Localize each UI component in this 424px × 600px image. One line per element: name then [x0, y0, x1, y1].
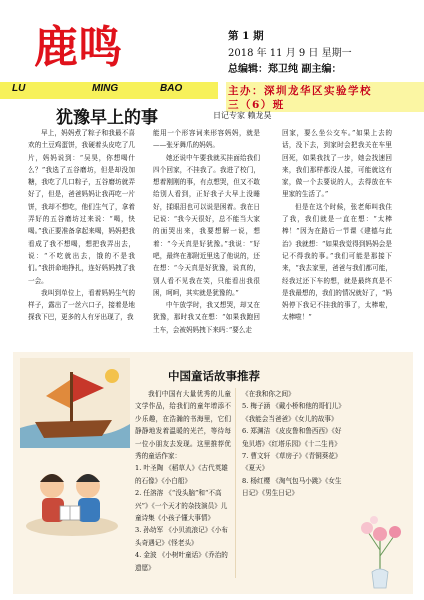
paragraph: 能用一个形容词来形容妈妈，就是——张牙舞爪的妈妈。	[153, 129, 260, 150]
article-byline: 日记专家 赖龙昊	[213, 111, 272, 120]
article-title: 犹豫早上的事	[56, 108, 158, 128]
author-item: 《在我和你之间》	[242, 390, 295, 398]
author-item: 6. 郑渊洁 《皮皮鲁和鲁西西》《好兔贝塔》《红塔乐园》《十二生肖》	[242, 427, 342, 448]
issue-number: 第 1 期	[228, 30, 264, 42]
author-item: 5. 梅子涵 《戴小桥和他的哥们儿》《我能会当爸爸》《女儿的故事》	[242, 402, 345, 423]
organizer-line-2: 三（6）班	[228, 99, 285, 111]
author-item: 1. 叶圣陶 《稻草人》《古代英雄的石像》《小白船》	[135, 464, 228, 485]
ship-illustration	[20, 358, 130, 448]
paragraph: 早上，妈妈煮了粽子和我最不喜欢的土豆鸡蛋饼，我硬着头皮吃了几片，妈妈说到：“吴昊，你想喝什么？”我选了五谷磨坊，但是却没加糖，我吃了几口粽子，五谷磨坊就弄好了，但是，爸爸妈妈让我再吃一片饼，我却不想吃，他们生气了，拿着弄好的五谷磨坊过来说：“喝，快喝。”我正要准备拿起来喝，妈妈把我看成了我不想喝，想把我弄出去，说：“不吃就出去，饿的不是我们。”我拼命地挣扎，连好妈妈拽了我一会。	[28, 129, 135, 285]
recommendation-title: 中国童话故事推荐	[168, 369, 260, 383]
paragraph: 我叫到单位上，看着妈妈生气的样子，露出了一丝六口子，接着是地探我下巴，更多的人有牙出现了，我	[28, 288, 135, 322]
article-column-1	[28, 127, 135, 349]
pinyin-ming: MING	[92, 83, 119, 94]
author-item: 4. 金波 《小树叶童话》《乔治的遗愿》	[135, 551, 228, 572]
masthead-pinyin-bar	[0, 82, 218, 99]
recommendation-left-column	[135, 388, 231, 574]
issue-date: 2018 年 11 月 9 日 星期一	[228, 48, 352, 59]
author-item: 3. 孙幼军 《小贝流浪记》《小布头奇遇记》《怪老头》	[135, 526, 228, 547]
author-item: 2. 任溶溶 《“没头脑”和“不高兴”》《一个天才的杂技演员》儿童诗集《小孩子懂大事情》	[135, 489, 228, 523]
pinyin-lu: LU	[12, 83, 26, 94]
column-divider	[235, 388, 236, 578]
organizer-box	[226, 82, 424, 112]
organizer-line-1: 主办：深圳龙华区实验学校	[228, 85, 372, 97]
author-item: 7. 曹文轩 《草房子》《青铜葵花》《夏天》	[242, 452, 342, 473]
pinyin-bao: BAO	[160, 83, 183, 94]
editors-line: 总编辑：郑卫纯 副主编：	[228, 64, 342, 75]
paragraph: 她还说中午要我就买挂面给我们四个回家，不挂我了。我进了校门，想着刚刚的事，有点想哭，但又不敢给别人看到，正好我子大早上没睡好，揉眼泪也可以说是困着。我在日记说：“我今天很好，总不能当大家的面哭出来，我要想解一说，想着：“今天真是好犹豫。”我说：“好吧，最终在那附近里选了他说的，还在想：“今天真是好犹豫，说真的，别人看不见我在笑，只能看出我很困，呵呵，其实就是犹豫的。”	[153, 153, 260, 297]
paragraph: 但是在这个时候，张老师叫我住了我，我们就是一直在想：“太棒棒！”因为在路后一节课《建德与此治》我就想：“如果我觉得到妈妈会是记不得我的事。”我们可能是那接下来，“我去家里，爸爸与我们都可能，经我过还下车的想，就是最终真是不是我最想的，我们的情况就好了，“妈妈停下我记不挂我的事了，太棒啦，太棒啦！”	[282, 202, 392, 322]
article-column-3	[282, 127, 392, 349]
recommendation-right-column	[242, 388, 346, 500]
flower-vase-illustration	[350, 510, 412, 590]
author-item: 8. 杨红樱 《淘气包马小跳》《女生日记》《男生日记》	[242, 476, 342, 498]
children-reading-illustration	[22, 452, 120, 540]
paragraph: 中午放学时，我又想哭，却又在犹豫，那时我又在想：“如果我跑回土车，会被妈妈拽下来吗：”要么走	[153, 301, 260, 334]
article-column-2	[153, 127, 260, 349]
paragraph: 回家，要么坐公交车。”如果上去的话，没下去，到家时会把我关在车里回死，如果我找了一步，她会找速回来，我们那样都没人接，可能就这有家，做一个去要说的人，去得放在车里家的生活了。”	[282, 129, 392, 199]
masthead-title: 鹿鸣	[34, 22, 122, 73]
intro-paragraph: 我们中国有大量优秀的儿童文学作品，给我们的童年增添不少乐趣，在浩瀚的书海里，它们静静地发着温暖的光芒，等待每一位小朋友去发现。这里推荐优秀的童话作家：	[135, 390, 231, 461]
